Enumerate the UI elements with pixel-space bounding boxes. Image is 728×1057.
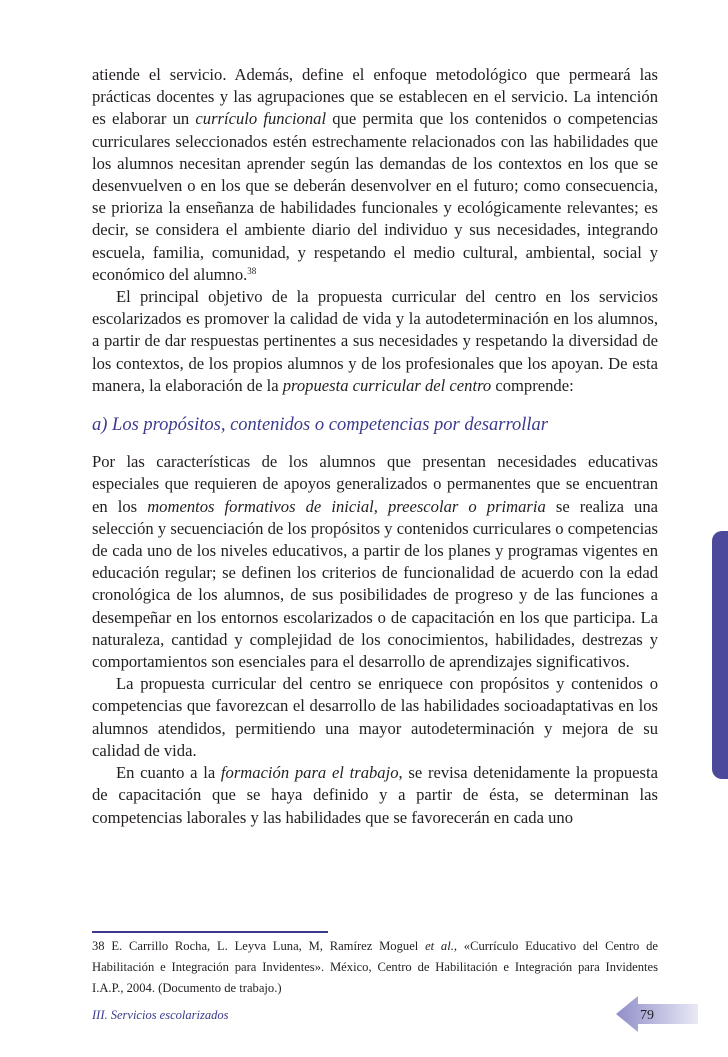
emphasis-propuesta-curricular: propuesta curricular del centro: [282, 375, 492, 395]
text-run: 38 E. Carrillo Rocha, L. Leyva Luna, M, Ramírez Moguel: [92, 939, 426, 953]
section-heading: a) Los propósitos, contenidos o competencias por desarrollar: [92, 415, 548, 436]
footnote: [92, 936, 658, 999]
paragraph-1: [92, 64, 658, 286]
footnote-divider: [92, 931, 328, 933]
text-run: se realiza una selección y secuenciación de los propósitos y contenidos curriculares o competencias de cada uno de los niveles educativos, a partir de los planes y programas vigentes en educación regular; se definen los criterios de funcionalidad de acuerdo con la edad cronológica de los alumnos, de sus posibilidades de progreso y de las funciones a desempeñar en los entornos escolarizados o de capacitación en los que participa. La naturaleza, cantidad y complejidad de los conocimientos, habilidades, destrezas y comportamientos son esenciales para el desarrollo de aprendizajes significativos.: [92, 496, 658, 672]
page-number-badge: [612, 992, 702, 1036]
running-footer-section: III. Servicios escolarizados: [92, 1008, 229, 1022]
text-run: , se revisa detenidamente la propuesta de capacitación que se haya definido y a partir de ésta, se determinan las competencias laborales y las habilidades que se favorecerán en cada uno: [92, 763, 658, 827]
paragraph-5: [92, 762, 658, 829]
text-run: que permita que los contenidos o competencias curriculares seleccionados estén estrechamente relacionados con las habilidades que los alumnos necesitan aprender según las demandas de los contextos en los que se desenvuelven o en los que se deberán desenvolver en el futuro; como consecuencia, se prioriza la enseñanza de habilidades funcionales y ecológicamente relevantes; es decir, se considera el ambiente diario del individuo y sus necesidades, integrando escuela, familia, comunidad, y respetando el medio cultural, ambiental, social y económico del alumno.: [92, 109, 658, 284]
text-run: «Currículo Educativo del Centro de Habilitación e Integración para Invidentes». México, Centro de Habilitación e Integración para Invidentes I.A.P., 2004. (Documento de trabajo.): [92, 939, 658, 995]
text-run: El principal objetivo de la propuesta curricular del centro en los servicios escolarizados es promover la calidad de vida y la autodeterminación en los alumnos, a partir de dar respuestas pertinentes a sus necesidades y respetando la diversidad de los contextos, de los propios alumnos y de los profesionales que los apoyan. De esta manera, la elaboración de la: [92, 287, 658, 395]
main-text-column: [92, 64, 658, 829]
paragraph-4: La propuesta curricular del centro se enriquece con propósitos y contenidos o competencias que favorezcan el desarrollo de las habilidades socioadaptativas en los alumnos atendidos, permitiendo una mayor autodeterminación y mejora de su calidad de vida.: [92, 674, 658, 760]
text-run: comprende:: [491, 375, 574, 395]
paragraph-2: [92, 286, 658, 397]
text-run: Por las características de los alumnos que presentan necesidades educativas especiales que requieren de apoyos generalizados o permanentes que se encuentran en los: [92, 452, 658, 516]
page-corner-arrow-icon: [612, 992, 702, 1036]
emphasis-momentos-formativos: momentos formativos de inicial, preescolar o primaria: [147, 496, 546, 516]
footnote-ref-38[interactable]: 38: [247, 265, 257, 276]
text-run: atiende el servicio. Además, define el enfoque metodológico que permeará las prácticas docentes y las agrupaciones que se establecen en el servicio. La intención es elaborar un: [92, 65, 658, 129]
chapter-side-tab: [712, 531, 728, 779]
footnote-38: [92, 936, 658, 999]
page-number: 79: [640, 1008, 654, 1023]
text-run: En cuanto a la: [116, 763, 221, 783]
emphasis-formacion-trabajo: formación para el trabajo: [220, 763, 399, 783]
emphasis-curriculo-funcional: currículo funcional: [195, 109, 327, 129]
paragraph-3: [92, 451, 658, 673]
emphasis-et-al: et al.,: [425, 939, 458, 953]
